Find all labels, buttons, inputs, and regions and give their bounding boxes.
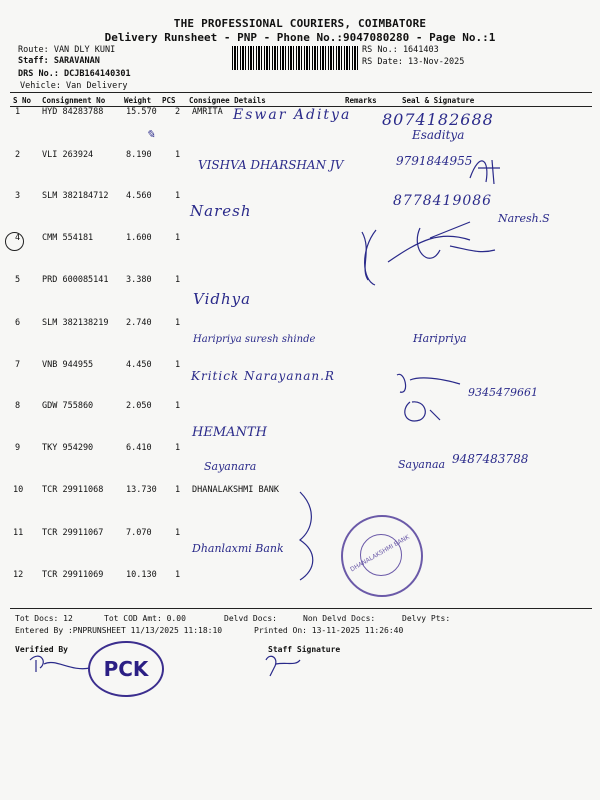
row-sno: 1	[15, 107, 21, 117]
staff-signature: Staff Signature	[268, 645, 341, 654]
hw-r9-signature: Sayanaa	[398, 458, 446, 471]
row-sno: 11	[13, 528, 24, 538]
row-weight: 15.570	[126, 107, 157, 117]
row-sno: 6	[15, 318, 21, 328]
non-delvd-docs: Non Delvd Docs:	[303, 614, 376, 623]
row-sno: 9	[15, 443, 21, 453]
row-weight: 3.380	[126, 275, 152, 285]
tot-cod: Tot COD Amt: 0.00	[104, 614, 186, 623]
row-pcs: 1	[175, 570, 181, 580]
hw-r7-name: Kritick Narayanan.R	[191, 369, 335, 383]
row-weight: 2.740	[126, 318, 152, 328]
hw-r8-name: HEMANTH	[192, 425, 267, 440]
row-weight: 13.730	[126, 485, 157, 495]
verified-by: Verified By	[15, 645, 68, 654]
row-weight: 1.600	[126, 233, 152, 243]
hw-r6-name: Haripriya suresh shinde	[193, 334, 316, 345]
rs-date: RS Date: 13-Nov-2025	[362, 57, 465, 67]
staff-signature-mark	[266, 656, 300, 676]
col-seal: Seal & Signature	[402, 96, 475, 105]
row-weight: 10.130	[126, 570, 157, 580]
row-pcs: 1	[175, 401, 181, 411]
col-consignment: Consignment No	[42, 96, 106, 105]
r8-signature-scribble	[405, 402, 440, 421]
hw-r9-name: Sayanara	[204, 460, 257, 473]
row-pcs: 1	[175, 233, 181, 243]
row-consignment: HYD 84283788	[42, 107, 104, 117]
row-consignment: VLI 263924	[42, 150, 94, 160]
row-consignment: TCR 29911069	[42, 570, 104, 580]
hw-r3-phone: 8778419086	[393, 193, 493, 209]
route-label: Route: VAN DLY KUNI	[18, 45, 116, 55]
r4-signature-scribble	[365, 222, 495, 285]
delvy-pts: Delvy Pts:	[402, 614, 451, 623]
drs-number: DRS No.: DCJB164140301	[18, 69, 131, 79]
hw-r2-phone: 9791844955	[396, 154, 473, 168]
entered-by: Entered By :PNPRUNSHEET 11/13/2025 11:18:10	[15, 626, 223, 635]
row-pcs: 2	[175, 107, 181, 117]
row-consignment: CMM 554181	[42, 233, 94, 243]
col-consignee: Consignee Details	[189, 96, 266, 105]
row-weight: 8.190	[126, 150, 152, 160]
row-consignment: TKY 954290	[42, 443, 94, 453]
col-sno: S No	[13, 96, 32, 105]
hw-r1-mark: ✎	[146, 128, 156, 141]
row-sno: 5	[15, 275, 21, 285]
row-consignee: AMRITA	[192, 107, 223, 117]
staff-label: Staff: SARAVANAN	[18, 56, 100, 66]
row-consignment: PRD 600085141	[42, 275, 109, 285]
row-weight: 2.050	[126, 401, 152, 411]
row-consignment: SLM 382184712	[42, 191, 109, 201]
row-sno: 10	[13, 485, 24, 495]
row-weight: 4.450	[126, 360, 152, 370]
delvd-docs: Delvd Docs:	[224, 614, 277, 623]
vehicle-label: Vehicle: Van Delivery	[20, 81, 128, 91]
hw-r9-phone: 9487483788	[452, 452, 529, 466]
row-weight: 7.070	[126, 528, 152, 538]
footer-rule	[10, 608, 592, 609]
row-consignment: TCR 29911068	[42, 485, 104, 495]
hw-r3-signature: Naresh.S	[498, 212, 550, 225]
row-pcs: 1	[175, 360, 181, 370]
hw-r11-name: Dhanlaxmi Bank	[192, 542, 284, 555]
row-sno: 12	[13, 570, 24, 580]
row-weight: 6.410	[126, 443, 152, 453]
col-pcs: PCS	[162, 96, 176, 105]
row-pcs: 1	[175, 528, 181, 538]
row-pcs: 1	[175, 191, 181, 201]
hw-r1-signature: Esaditya	[412, 128, 465, 142]
row-pcs: 1	[175, 275, 181, 285]
r10-bracket	[300, 492, 313, 580]
pck-stamp: PCK	[88, 641, 164, 697]
r7-signature-scribble	[397, 374, 460, 392]
row-consignment: TCR 29911067	[42, 528, 104, 538]
tot-docs: Tot Docs: 12	[15, 614, 73, 623]
hw-r2-name: VISHVA DHARSHAN JV	[198, 158, 344, 172]
row-sno: 3	[15, 191, 21, 201]
hw-r6-signature: Haripriya	[413, 332, 467, 345]
hw-r7-phone: 9345479661	[468, 386, 538, 399]
rs-number: RS No.: 1641403	[362, 45, 439, 55]
row-pcs: 1	[175, 485, 181, 495]
row-pcs: 1	[175, 150, 181, 160]
row-consignment: SLM 382138219	[42, 318, 109, 328]
hw-r1-name: Eswar Aditya	[233, 107, 352, 123]
row-consignment: GDW 755860	[42, 401, 94, 411]
row-weight: 4.560	[126, 191, 152, 201]
document-subtitle: Delivery Runsheet - PNP - Phone No.:9047080280 - Page No.:1	[104, 31, 496, 44]
row-pcs: 1	[175, 318, 181, 328]
document-title: THE PROFESSIONAL COURIERS, COIMBATORE	[173, 17, 427, 30]
hw-r1-phone: 8074182688	[382, 110, 494, 129]
row-sno: 4	[15, 233, 21, 243]
row-pcs: 1	[175, 443, 181, 453]
row-sno: 8	[15, 401, 21, 411]
row-consignee: DHANALAKSHMI BANK	[192, 485, 279, 495]
verified-signature	[30, 656, 90, 672]
hw-r3-name: Naresh	[190, 202, 252, 220]
col-remarks: Remarks	[345, 96, 377, 105]
row-sno: 7	[15, 360, 21, 370]
row-sno: 2	[15, 150, 21, 160]
r2-signature-scribble	[470, 160, 500, 184]
row-consignment: VNB 944955	[42, 360, 94, 370]
printed-on: Printed On: 13-11-2025 11:26:40	[254, 626, 404, 635]
bank-stamp-text: DHANALAKSHMI BANK	[349, 533, 411, 574]
col-weight: Weight	[124, 96, 152, 105]
hw-r5-name: Vidhya	[193, 290, 252, 308]
